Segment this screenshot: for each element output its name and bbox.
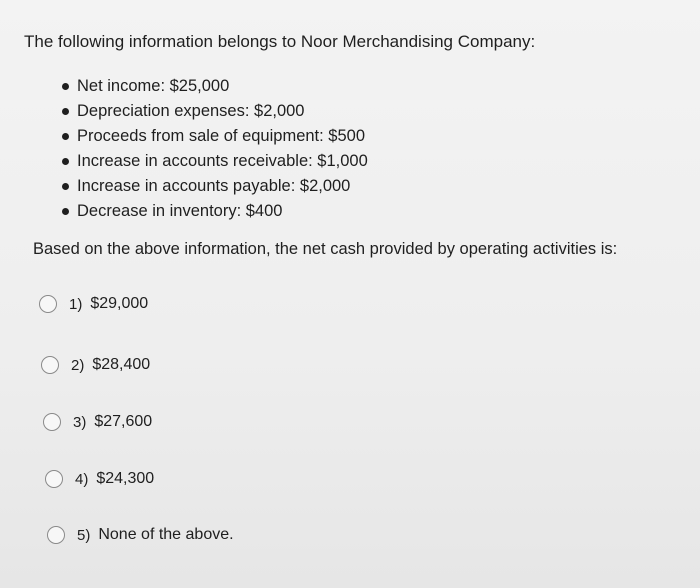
fact-text: Depreciation expenses: $2,000 <box>77 102 305 120</box>
bullet-icon <box>62 208 69 215</box>
question-text: Based on the above information, the net cash provided by operating activities is: <box>33 240 618 258</box>
fact-item <box>62 149 368 174</box>
fact-item <box>62 74 368 99</box>
fact-text: Decrease in inventory: $400 <box>77 202 283 220</box>
intro-text: The following information belongs to Noor Merchandising Company: <box>24 32 536 51</box>
fact-item <box>62 199 368 224</box>
bullet-icon <box>62 83 69 90</box>
facts-list <box>62 74 368 224</box>
fact-text: Proceeds from sale of equipment: $500 <box>77 127 366 145</box>
radio-button[interactable] <box>47 526 65 544</box>
bullet-icon <box>62 183 69 190</box>
radio-button[interactable] <box>39 295 57 313</box>
option-label[interactable]: $24,300 <box>96 470 155 487</box>
radio-button[interactable] <box>45 470 63 488</box>
fact-text: Net income: $25,000 <box>77 77 230 95</box>
bullet-icon <box>62 158 69 165</box>
fact-item <box>62 124 368 149</box>
answer-option-2[interactable] <box>41 353 150 377</box>
option-label[interactable]: $28,400 <box>92 356 151 373</box>
bullet-icon <box>62 108 69 115</box>
option-number: 1) <box>69 295 83 313</box>
fact-text: Increase in accounts receivable: $1,000 <box>77 152 368 170</box>
bullet-icon <box>62 133 69 140</box>
fact-item <box>62 174 368 199</box>
fact-text: Increase in accounts payable: $2,000 <box>77 177 351 195</box>
option-number: 5) <box>77 526 91 544</box>
answer-option-1[interactable] <box>39 292 148 316</box>
radio-button[interactable] <box>43 413 61 431</box>
option-label[interactable]: $29,000 <box>90 295 149 312</box>
answer-option-3[interactable] <box>43 410 152 434</box>
option-label[interactable]: $27,600 <box>94 413 153 430</box>
option-number: 3) <box>73 413 87 431</box>
radio-button[interactable] <box>41 356 59 374</box>
answer-option-5[interactable] <box>47 523 234 547</box>
fact-item <box>62 99 368 124</box>
option-number: 2) <box>71 356 85 374</box>
option-label[interactable]: None of the above. <box>98 526 234 543</box>
option-number: 4) <box>75 470 89 488</box>
answer-option-4[interactable] <box>45 467 154 491</box>
